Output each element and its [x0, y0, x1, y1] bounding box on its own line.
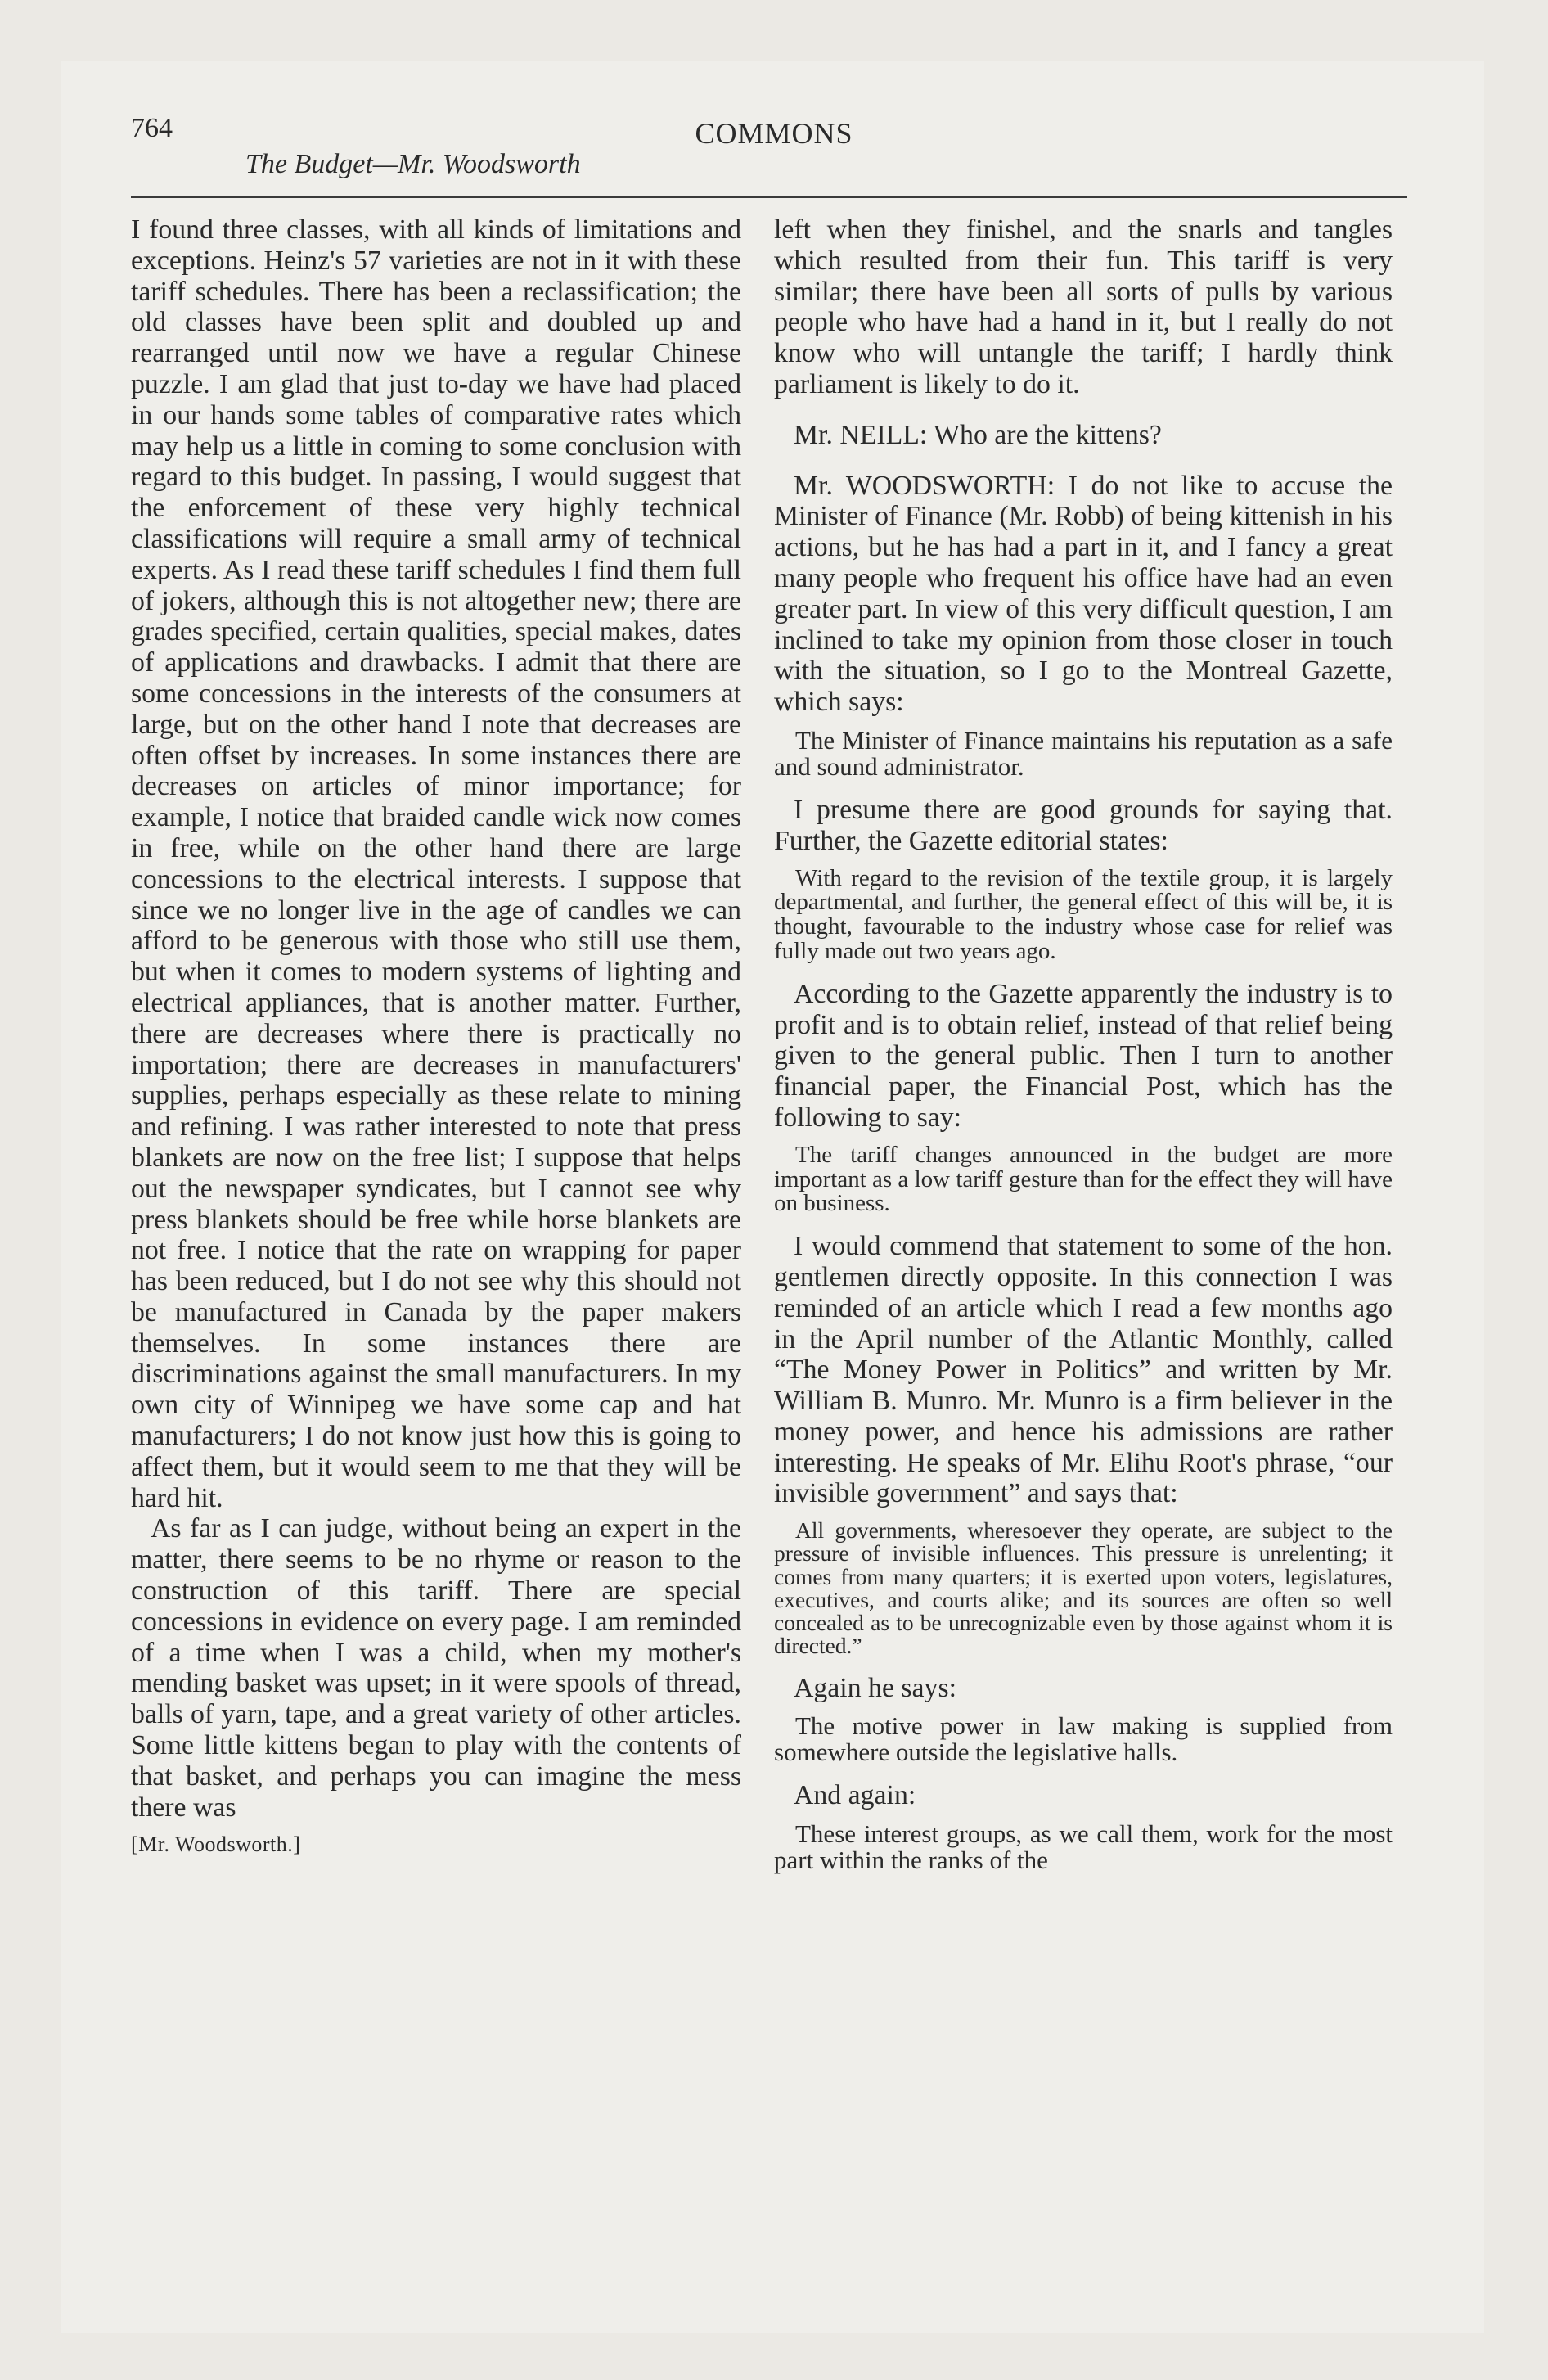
- page-number: 764: [131, 113, 173, 143]
- quotation-financial-post: The tariff changes announced in the budget are more important as a low tariff gesture than for the effect they will have on business.: [774, 1141, 1393, 1217]
- quotation-munro-2: The motive power in law making is supplied from somewhere outside the legislative halls.: [774, 1711, 1393, 1767]
- speaker-attribution: [Mr. Woodsworth.]: [131, 1832, 301, 1857]
- paragraph: I would commend that statement to some of the hon. gentlemen directly opposite. In this connection I was reminded of an article which I read a few months ago in the April number of the Atlantic Monthly, called “The Money Power in Politics” and written by Mr. William B. Munro. Mr. Munro is a firm believer in the money power, and hence his admissions are rather interesting. He speaks of Mr. Elihu Root's phrase, “our invisible government” and says that:: [774, 1231, 1393, 1509]
- header-rule: [131, 196, 1407, 198]
- right-column: [774, 214, 1393, 1880]
- quotation-gazette-1: The Minister of Finance maintains his reputation as a safe and sound administrator.: [774, 725, 1393, 781]
- paragraph: And again:: [794, 1780, 916, 1811]
- left-column: [131, 214, 741, 1857]
- paragraph: left when they finishel, and the snarls and tangles which resulted from their fun. This tariff is very similar; there have been all sorts of pulls by various people who have had a hand in it, but I really do not know who will untangle the tariff; I hardly think parliament is likely to do it.: [774, 214, 1393, 399]
- quotation-munro-3: These interest groups, as we call them, work for the most part within the ranks of the: [774, 1819, 1393, 1875]
- speaker-neill: Mr. NEILL: Who are the kittens?: [794, 419, 1162, 450]
- running-head: COMMONS: [695, 117, 853, 150]
- paragraph: I presume there are good grounds for saying that. Further, the Gazette editorial states:: [774, 794, 1393, 856]
- paragraph: According to the Gazette apparently the industry is to profit and is to obtain relief, instead of that relief being given to the general public. Then I turn to another financial paper, the Financial Post, which has the following to say:: [774, 978, 1393, 1133]
- quotation-gazette-2: With regard to the revision of the textile group, it is largely departmental, and further, the general effect of this will be, it is thought, favourable to the industry whose case for relief was fully made out two years ago.: [774, 864, 1393, 964]
- paragraph: Again he says:: [794, 1672, 956, 1703]
- paragraph: I found three classes, with all kinds of limitations and exceptions. Heinz's 57 varieties are not in it with these tariff schedules. There has been a reclassification; the old classes have been split and doubled up and rearranged until now we have a regular Chinese puzzle. I am glad that just to-day we have had placed in our hands some tables of comparative rates which may help us a little in coming to some conclusion with regard to this budget. In passing, I would suggest that the enforcement of these very highly technical classifications will require a small army of technical experts. As I read these tariff schedules I find them full of jokers, although this is not altogether new; there are grades specified, certain qualities, special makes, dates of applications and drawbacks. I admit that there are some concessions in the interests of the consumers at large, but on the other hand I note that decreases are often offset by increases. In some instances there are decreases on articles of minor importance; for example, I notice that braided candle wick now comes in free, while on the other hand there are large concessions to the electrical interests. I suppose that since we no longer live in the age of candles we can afford to be generous with those who still use them, but when it comes to modern systems of lighting and electrical appliances, that is another matter. Further, there are decreases where there is practically no importation; there are decreases in manufacturers' supplies, perhaps especially as these relate to mining and refining. I was rather interested to note that press blankets are now on the free list; I suppose that helps out the newspaper syndicates, but I cannot see why press blankets should be free while horse blankets are not free. I notice that the rate on wrapping for paper has been reduced, but I do not see why this should not be manufactured in Canada by the paper makers themselves. In some instances there are discriminations against the small manufacturers. In my own city of Winnipeg we have some cap and hat manufacturers; I do not know just how this is going to affect them, but it would seem to me that they will be hard hit.: [131, 214, 741, 1513]
- running-subhead: The Budget—Mr. Woodsworth: [245, 149, 581, 179]
- speaker-woodsworth: Mr. WOODSWORTH: I do not like to accuse the Minister of Finance (Mr. Robb) of being kittenish in his actions, but he has had a part in it, and I fancy a great many people who frequent his office have had an even greater part. In view of this very difficult question, I am inclined to take my opinion from those closer in touch with the situation, so I go to the Montreal Gazette, which says:: [774, 470, 1393, 718]
- quotation-munro-1: All governments, wheresoever they operate, are subject to the pressure of invisible influences. This pressure is unrelenting; it comes from many quarters; it is exerted upon voters, legislatures, executives, and courts alike; and its sources are often so well concealed as to be unrecognizable even by those against whom it is directed.”: [774, 1517, 1393, 1659]
- paragraph: As far as I can judge, without being an expert in the matter, there seems to be no rhyme or reason to the construction of this tariff. There are special concessions in evidence on every page. I am reminded of a time when I was a child, when my mother's mending basket was upset; in it were spools of thread, balls of yarn, tape, and a great variety of other articles. Some little kittens began to play with the contents of that basket, and perhaps you can imagine the mess there was: [131, 1513, 741, 1823]
